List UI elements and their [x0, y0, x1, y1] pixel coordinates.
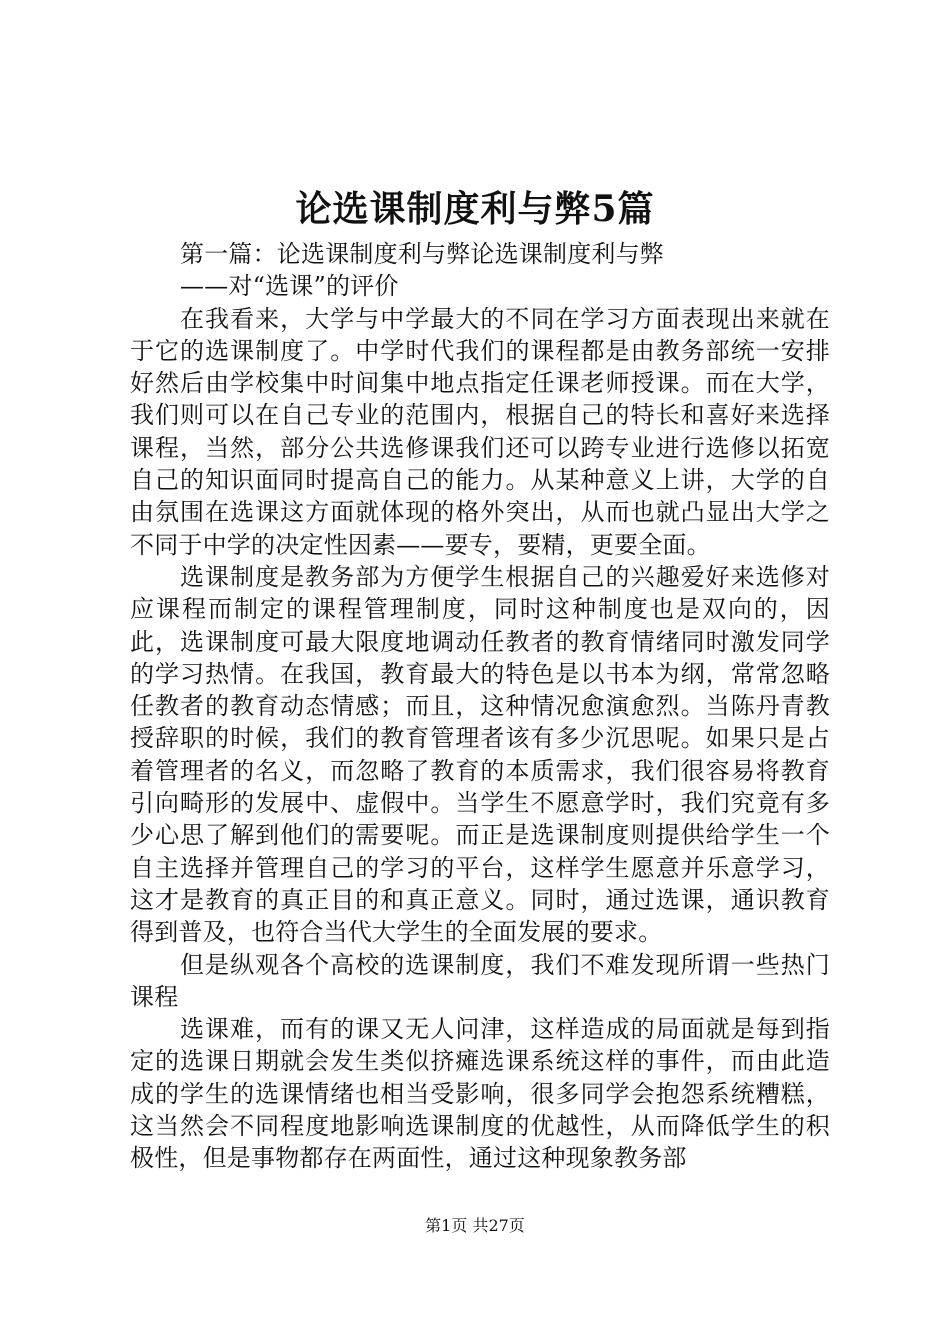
document-title: 论选课制度利与弊5篇	[295, 188, 655, 230]
paragraph-3: 但是纵观各个高校的选课制度，我们不难发现所谓一些热门课程	[130, 950, 830, 1011]
paragraph-2: 选课制度是教务部为方便学生根据自己的兴趣爱好来选修对应课程而制定的课程管理制度，同时这种制度也是双向的，因此，选课制度可最大限度地调动任教者的教育情绪同时激发同学的学习热情。在我国，教育最大的特色是以书本为纲，常常忽略任教者的教育动态情感；而且，这种情况愈演愈烈。当陈丹青教授辞职的时候，我们的教育管理者该有多少沉思呢。如果只是占着管理者的名义，而忽略了教育的本质需求，我们很容易将教育引向畸形的发展中、虚假中。当学生不愿意学时，我们究竟有多少心思了解到他们的需要呢。而正是选课制度则提供给学生一个自主选择并管理自己的学习的平台，这样学生愿意并乐意学习，这才是教育的真正目的和真正意义。同时，通过选课，通识教育得到普及，也符合当代大学生的全面发展的要求。	[130, 562, 830, 947]
document-body	[130, 238, 830, 1175]
section-heading: 第一篇：论选课制度利与弊论选课制度利与弊	[180, 240, 664, 268]
paragraph-4: 选课难，而有的课又无人问津，这样造成的局面就是每到指定的选课日期就会发生类似挤瘫选课系统这样的事件，而由此造成的学生的选课情绪也相当受影响，很多同学会抱怨系统糟糕，这当然会不同程度地影响选课制度的优越性，从而降低学生的积极性，但是事物都存在两面性，通过这种现象教务部	[130, 1015, 830, 1173]
paragraph-1: 在我看来，大学与中学最大的不同在学习方面表现出来就在于它的选课制度了。中学时代我们的课程都是由教务部统一安排好然后由学校集中时间集中地点指定任课老师授课。而在大学，我们则可以在自己专业的范围内，根据自己的特长和喜好来选择课程，当然，部分公共选修课我们还可以跨专业进行选修以拓宽自己的知识面同时提高自己的能力。从某种意义上讲，大学的自由氛围在选课这方面就体现的格外突出，从而也就凸显出大学之不同于中学的决定性因素——要专，要精，更要全面。	[130, 304, 830, 559]
page-number-footer: 第1页 共27页	[425, 1216, 525, 1235]
section-subheading: ——对“选课”的评价	[180, 272, 399, 301]
